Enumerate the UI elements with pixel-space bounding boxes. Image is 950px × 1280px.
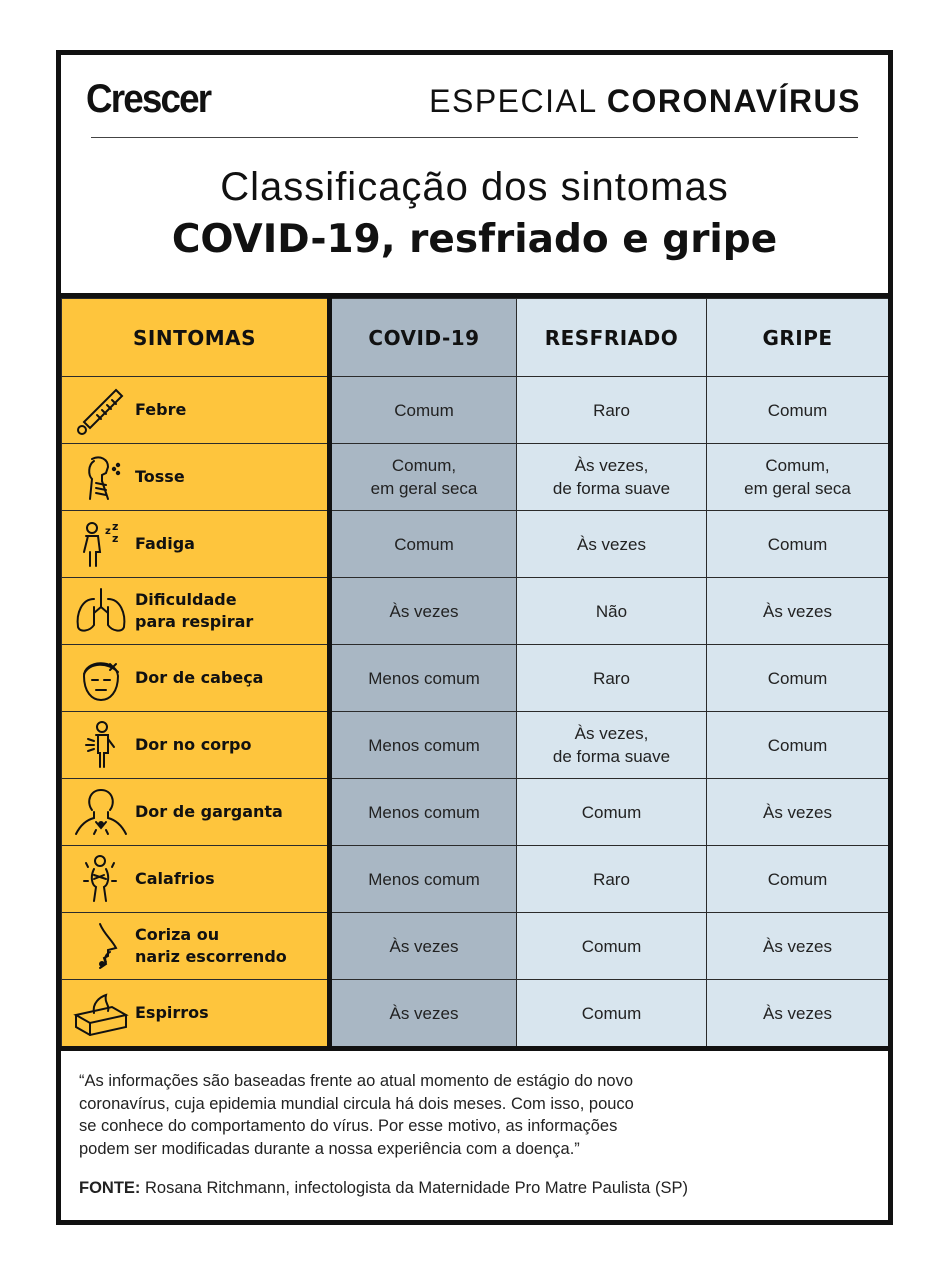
- gripe-cell: Às vezes: [707, 913, 889, 980]
- svg-text:z: z: [112, 520, 119, 533]
- thermometer-icon: [72, 384, 130, 436]
- gripe-cell: Às vezes: [707, 980, 889, 1047]
- page-title-line1: Classificação dos sintomas: [220, 165, 729, 209]
- gripe-cell: Comum, em geral seca: [707, 444, 889, 511]
- resfriado-cell: Raro: [517, 645, 707, 712]
- disclaimer-quote: “As informações são baseadas frente ao atual momento de estágio do novo coronavírus, cuja epidemia mundial circula há dois meses. Com isso, pouco se conhece do comportamento do vírus. Por esse motivo, as informações podem ser modificadas durante a nossa experiência com a doença.”: [79, 1072, 634, 1158]
- runny-nose-icon: [72, 920, 130, 972]
- section-title: [429, 83, 861, 120]
- resfriado-cell: Às vezes: [517, 511, 707, 578]
- symptom-cell: [62, 511, 330, 578]
- symptom-label: Calafrios: [135, 869, 215, 888]
- table-row: [62, 712, 889, 779]
- symptom-cell: [62, 578, 330, 645]
- sore-throat-icon: [72, 786, 130, 838]
- body-pain-icon: [72, 719, 130, 771]
- section-light: ESPECIAL: [429, 83, 597, 119]
- symptom-cell: [62, 377, 330, 444]
- resfriado-cell: Não: [517, 578, 707, 645]
- covid-cell: Menos comum: [330, 712, 517, 779]
- covid-cell: Às vezes: [330, 578, 517, 645]
- symptom-cell: [62, 980, 330, 1047]
- header-resfriado: RESFRIADO: [517, 299, 707, 377]
- table-row: [62, 913, 889, 980]
- header-sintomas: SINTOMAS: [62, 299, 330, 377]
- gripe-cell: Comum: [707, 645, 889, 712]
- symptom-cell: [62, 712, 330, 779]
- table-row: [62, 578, 889, 645]
- resfriado-cell: Raro: [517, 377, 707, 444]
- chills-icon: [72, 853, 130, 905]
- symptom-label: Dificuldade para respirar: [135, 590, 254, 631]
- symptom-label: Dor de cabeça: [135, 668, 264, 687]
- table-row: [62, 645, 889, 712]
- symptom-label: Dor de garganta: [135, 802, 283, 821]
- gripe-cell: Às vezes: [707, 779, 889, 846]
- symptom-cell: [62, 779, 330, 846]
- table-row: [62, 779, 889, 846]
- table-row: [62, 511, 889, 578]
- symptom-cell: [62, 444, 330, 511]
- source-label: FONTE:: [79, 1179, 141, 1197]
- symptom-label: Fadiga: [135, 534, 195, 553]
- resfriado-cell: Às vezes, de forma suave: [517, 444, 707, 511]
- table-row: [62, 377, 889, 444]
- header-divider: [91, 137, 858, 138]
- covid-cell: Comum: [330, 511, 517, 578]
- symptom-cell: [62, 846, 330, 913]
- gripe-cell: Comum: [707, 846, 889, 913]
- table-header-row: [62, 299, 889, 377]
- source-text: Rosana Ritchmann, infectologista da Maternidade Pro Matre Paulista (SP): [140, 1179, 688, 1197]
- resfriado-cell: Às vezes, de forma suave: [517, 712, 707, 779]
- symptom-label: Dor no corpo: [135, 735, 252, 754]
- covid-cell: Menos comum: [330, 846, 517, 913]
- resfriado-cell: Comum: [517, 980, 707, 1047]
- resfriado-cell: Comum: [517, 913, 707, 980]
- svg-text:z: z: [105, 526, 111, 537]
- covid-cell: Comum, em geral seca: [330, 444, 517, 511]
- symptom-cell: [62, 913, 330, 980]
- lungs-icon: [72, 585, 130, 637]
- footer: [79, 1070, 869, 1200]
- cough-icon: [72, 451, 130, 503]
- tissue-box-icon: [72, 987, 130, 1039]
- covid-cell: Menos comum: [330, 779, 517, 846]
- table-row: [62, 444, 889, 511]
- symptom-label: Febre: [135, 400, 187, 419]
- section-bold: CORONAVÍRUS: [606, 83, 861, 119]
- svg-text:z: z: [112, 532, 119, 545]
- symptom-label: Tosse: [135, 467, 185, 486]
- covid-cell: Menos comum: [330, 645, 517, 712]
- infographic-frame: [56, 50, 893, 1225]
- header: [61, 55, 888, 293]
- symptoms-table: [61, 298, 888, 1047]
- table-row: [62, 846, 889, 913]
- brand-logo: Crescer: [86, 77, 211, 121]
- gripe-cell: Comum: [707, 511, 889, 578]
- resfriado-cell: Comum: [517, 779, 707, 846]
- resfriado-cell: Raro: [517, 846, 707, 913]
- gripe-cell: Às vezes: [707, 578, 889, 645]
- symptom-label: Coriza ou nariz escorrendo: [135, 925, 287, 966]
- source-line: [79, 1177, 869, 1200]
- table-row: [62, 980, 889, 1047]
- gripe-cell: Comum: [707, 712, 889, 779]
- symptom-cell: [62, 645, 330, 712]
- page-title-line2: COVID-19, resfriado e gripe: [171, 217, 778, 262]
- header-gripe: GRIPE: [707, 299, 889, 377]
- fatigue-icon: [72, 518, 130, 570]
- gripe-cell: Comum: [707, 377, 889, 444]
- headache-icon: [72, 652, 130, 704]
- symptoms-table-wrap: [61, 293, 888, 1051]
- header-covid: COVID-19: [330, 299, 517, 377]
- symptom-label: Espirros: [135, 1003, 209, 1022]
- covid-cell: Comum: [330, 377, 517, 444]
- covid-cell: Às vezes: [330, 913, 517, 980]
- covid-cell: Às vezes: [330, 980, 517, 1047]
